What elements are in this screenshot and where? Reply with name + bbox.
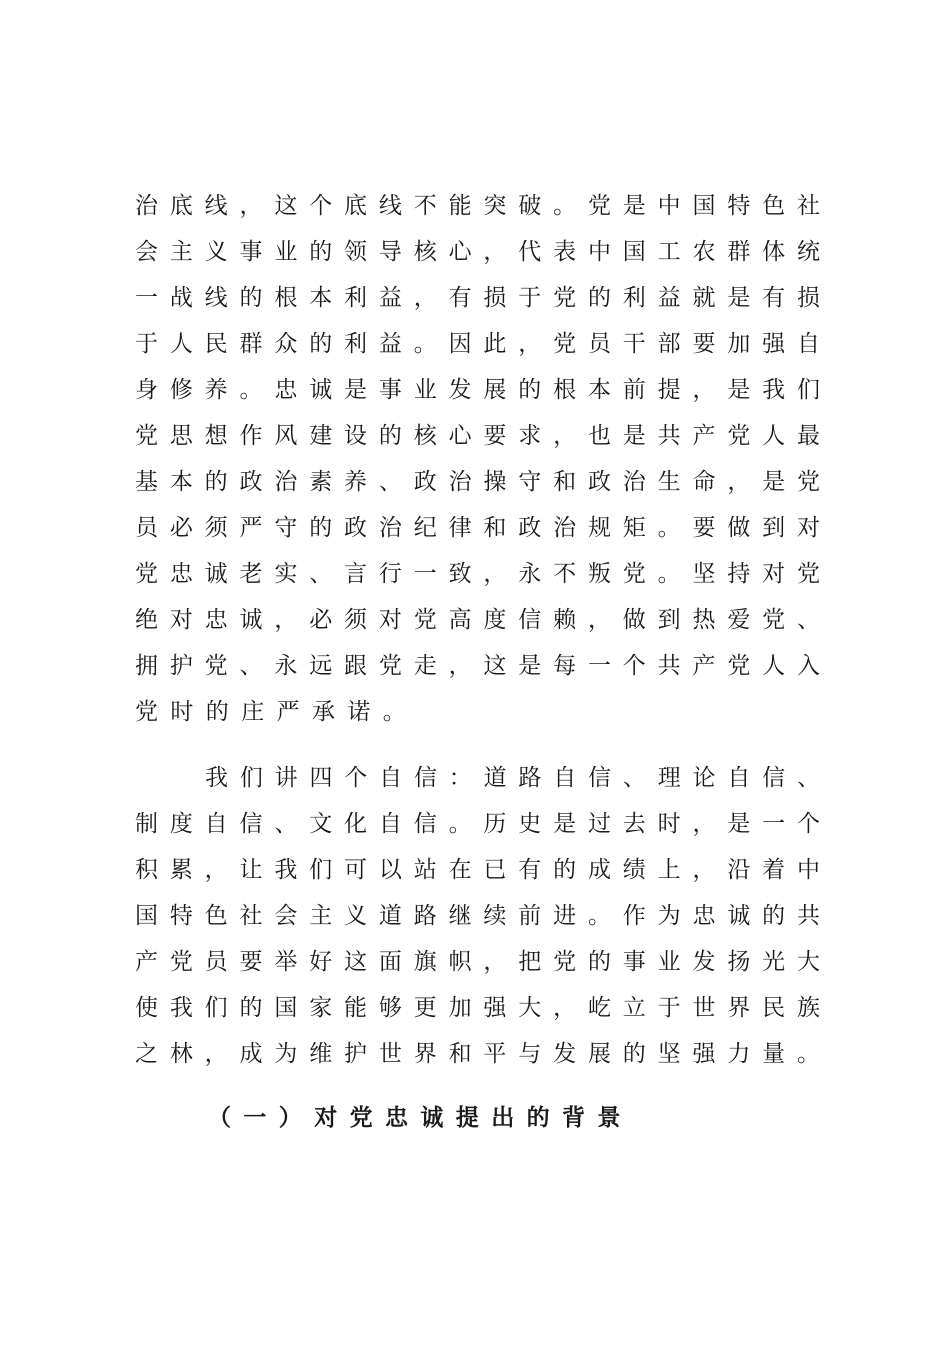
- text-line: 之林，成为维护世界和平与发展的坚强力量。: [135, 1041, 820, 1067]
- section-heading: （一）对党忠诚提出的背景: [208, 1104, 633, 1131]
- text-line: 党思想作风建设的核心要求，也是共产党人最: [135, 423, 820, 449]
- text-line: 产党员要举好这面旗帜，把党的事业发扬光大: [135, 949, 820, 975]
- text-line: 治底线，这个底线不能突破。党是中国特色社: [135, 193, 820, 219]
- paragraph-1: [135, 183, 820, 735]
- text-line: 拥护党、永远跟党走，这是每一个共产党人入: [135, 653, 820, 679]
- text-line: 基本的政治素养、政治操守和政治生命，是党: [135, 469, 820, 495]
- text-line: 积累，让我们可以站在已有的成绩上，沿着中: [135, 857, 820, 883]
- text-line: 国特色社会主义道路继续前进。作为忠诚的共: [135, 903, 820, 929]
- text-line: 党时的庄严承诺。: [135, 699, 419, 725]
- text-line: 一战线的根本利益，有损于党的利益就是有损: [135, 285, 820, 311]
- text-line: 使我们的国家能够更加强大，屹立于世界民族: [135, 995, 820, 1021]
- text-line: 于人民群众的利益。因此，党员干部要加强自: [135, 331, 820, 357]
- text-line: 制度自信、文化自信。历史是过去时，是一个: [135, 811, 820, 837]
- text-line: 党忠诚老实、言行一致，永不叛党。坚持对党: [135, 561, 820, 587]
- text-line: 会主义事业的领导核心，代表中国工农群体统: [135, 239, 820, 265]
- text-line: 员必须严守的政治纪律和政治规矩。要做到对: [135, 515, 820, 541]
- paragraph-2: [135, 755, 820, 1077]
- text-line: 身修养。忠诚是事业发展的根本前提，是我们: [135, 377, 820, 403]
- text-line: 我们讲四个自信：道路自信、理论自信、: [205, 765, 820, 791]
- text-line: 绝对忠诚，必须对党高度信赖，做到热爱党、: [135, 607, 820, 633]
